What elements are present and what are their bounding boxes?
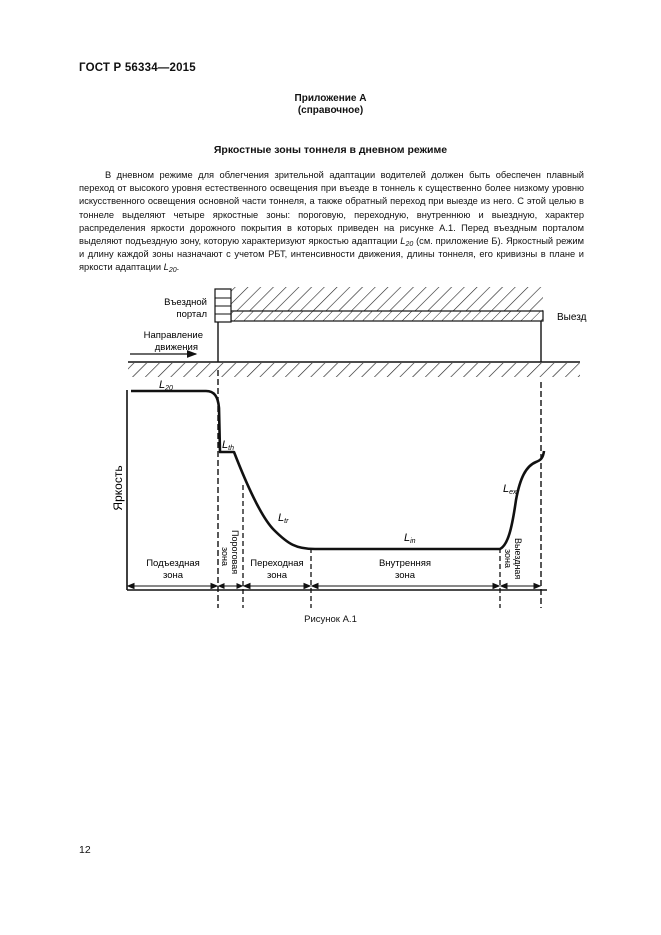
tunnel-roof [231,287,543,311]
symbol-L20-second: $L_{20}$ [163,262,177,275]
page-number: 12 [79,844,91,856]
zone-threshold-2: зона [220,547,230,567]
section-title: Яркостные зоны тоннеля в дневном режиме [213,144,448,156]
para-part1: В дневном режиме для облегчения зрительной адаптации водителей должен быть обеспечен плавный переход от высокого уровня естественного освещения при въезде в тоннель к существенно более низкому уровню искусственного освещения основной части тоннеля, а также обратный переход при выезде из него. С этой целью в тоннеле выделяют четыре яркостные зоны: пороговую, переходную, внутреннюю и выездную, характер распределения яркости дорожного покрытия в которых приведен на рисунке А.1. Перед въездным порталом выделяют подъездную зону, которую характеризуют яркостью адаптации [79,170,584,247]
para-part3: . [176,262,180,273]
y-axis-label: Яркость [111,465,125,511]
label-Lth: Lth [222,439,234,452]
standard-header: ГОСТ Р 56334—2015 [79,62,196,74]
label-Ltr: Ltr [278,512,289,525]
tunnel-schematic [128,287,587,377]
zone-transition-2: зона [266,570,288,581]
zone-dimensions [128,584,540,589]
label-Lex: Lex [503,483,517,496]
symbol-L20: $L_{20}$ [400,236,414,249]
entry-portal-label-2: портал [176,309,207,320]
zone-interior-1: Внутренняя [378,558,432,569]
figure-caption: Рисунок А.1 [304,614,357,625]
luminance-curve [131,391,544,549]
tunnel-lining-hatch [231,311,543,321]
label-L20: L20 [159,379,173,392]
entry-portal-label-1: Въездной [164,297,207,308]
zone-exit-1: Выездная [513,538,523,580]
zone-exit-2: зона [503,549,513,569]
direction-label-2: движения [154,342,198,353]
para-part2: (см. приложение Б). Яркостный режим и длину каждой зоны назначают с учетом РБТ, интенсивности движения, длины тоннеля, его кривизны в плане и яркости адаптации [79,236,584,273]
zone-approach-2: зона [162,570,184,581]
ground-hatch [128,363,580,377]
zone-transition-1: Переходная [250,558,304,569]
direction-label-1: Направление [143,330,203,341]
zone-threshold-1: Пороговая [230,530,240,575]
appendix-note: (справочное) [297,105,364,116]
appendix-title: Приложение А [294,93,367,104]
luminance-graph [111,370,547,608]
zone-approach-1: Подъездная [146,558,200,569]
zone-interior-2: зона [394,570,416,581]
exit-label: Выезд [557,312,587,323]
label-Lin: Lin [404,532,416,545]
